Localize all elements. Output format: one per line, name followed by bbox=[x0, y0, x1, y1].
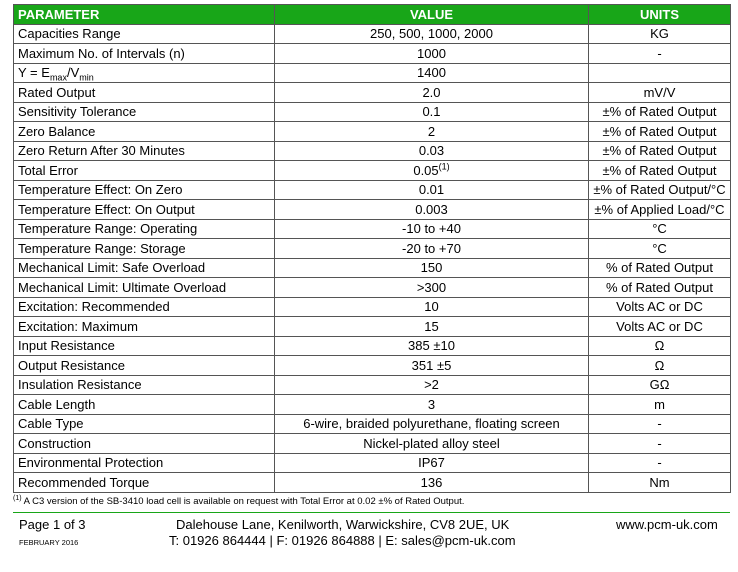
footnote-marker: (1) bbox=[13, 494, 22, 502]
value-cell: 6-wire, braided polyurethane, floating screen bbox=[275, 414, 589, 434]
table-row bbox=[14, 453, 731, 473]
company-website: www.pcm-uk.com bbox=[616, 517, 718, 532]
parameter-cell: Input Resistance bbox=[14, 336, 275, 356]
table-row bbox=[14, 102, 731, 122]
units-cell: ±% of Applied Load/°C bbox=[589, 200, 731, 220]
parameter-cell: Maximum No. of Intervals (n) bbox=[14, 44, 275, 64]
value-cell: 0.1 bbox=[275, 102, 589, 122]
table-row bbox=[14, 414, 731, 434]
value-cell: 2.0 bbox=[275, 83, 589, 103]
parameter-cell: Environmental Protection bbox=[14, 453, 275, 473]
parameter-cell: Zero Balance bbox=[14, 122, 275, 142]
parameter-cell: Recommended Torque bbox=[14, 473, 275, 493]
value-cell: 1400 bbox=[275, 63, 589, 83]
parameter-cell: Construction bbox=[14, 434, 275, 454]
table-row bbox=[14, 141, 731, 161]
value-cell: 0.01 bbox=[275, 180, 589, 200]
units-cell: % of Rated Output bbox=[589, 258, 731, 278]
units-cell: m bbox=[589, 395, 731, 415]
table-row bbox=[14, 83, 731, 103]
table-row bbox=[14, 63, 731, 83]
table-row bbox=[14, 297, 731, 317]
company-contact: T: 01926 864444 | F: 01926 864888 | E: sales@pcm-uk.com bbox=[169, 533, 516, 548]
parameter-cell: Cable Length bbox=[14, 395, 275, 415]
value-cell: >300 bbox=[275, 278, 589, 298]
parameter-cell: Zero Return After 30 Minutes bbox=[14, 141, 275, 161]
units-cell: Ω bbox=[589, 336, 731, 356]
parameter-cell: Excitation: Recommended bbox=[14, 297, 275, 317]
units-cell: ±% of Rated Output bbox=[589, 161, 731, 181]
value-cell: 1000 bbox=[275, 44, 589, 64]
units-cell: mV/V bbox=[589, 83, 731, 103]
value-cell: 0.003 bbox=[275, 200, 589, 220]
table-row bbox=[14, 161, 731, 181]
value-cell: -20 to +70 bbox=[275, 239, 589, 259]
table-row bbox=[14, 336, 731, 356]
parameter-cell: Excitation: Maximum bbox=[14, 317, 275, 337]
parameter-cell: Sensitivity Tolerance bbox=[14, 102, 275, 122]
units-cell: - bbox=[589, 414, 731, 434]
table-row bbox=[14, 24, 731, 44]
units-cell: Volts AC or DC bbox=[589, 297, 731, 317]
units-cell: - bbox=[589, 434, 731, 454]
footnote-text: A C3 version of the SB-3410 load cell is available on request with Total Error at 0.02 ±% of Rated Output. bbox=[21, 496, 465, 507]
value-cell: >2 bbox=[275, 375, 589, 395]
header-value: VALUE bbox=[275, 5, 589, 25]
value-cell: 250, 500, 1000, 2000 bbox=[275, 24, 589, 44]
parameter-cell: Rated Output bbox=[14, 83, 275, 103]
table-row bbox=[14, 317, 731, 337]
table-row bbox=[14, 473, 731, 493]
page-number: Page 1 of 3 bbox=[19, 517, 86, 532]
table-row bbox=[14, 434, 731, 454]
value-cell: 2 bbox=[275, 122, 589, 142]
units-cell: Volts AC or DC bbox=[589, 317, 731, 337]
specification-table bbox=[13, 4, 731, 493]
units-cell: Nm bbox=[589, 473, 731, 493]
table-row bbox=[14, 375, 731, 395]
value-cell: 10 bbox=[275, 297, 589, 317]
parameter-cell: Output Resistance bbox=[14, 356, 275, 376]
units-cell: ±% of Rated Output/°C bbox=[589, 180, 731, 200]
publication-date: FEBRUARY 2016 bbox=[19, 538, 79, 547]
value-cell: Nickel-plated alloy steel bbox=[275, 434, 589, 454]
value-cell: 150 bbox=[275, 258, 589, 278]
parameter-cell: Mechanical Limit: Ultimate Overload bbox=[14, 278, 275, 298]
header-parameter: PARAMETER bbox=[14, 5, 275, 25]
table-row bbox=[14, 180, 731, 200]
company-address: Dalehouse Lane, Kenilworth, Warwickshire, CV8 2UE, UK bbox=[176, 517, 510, 532]
value-cell: 0.05$^{(1)}$ bbox=[275, 161, 589, 181]
value-cell: 15 bbox=[275, 317, 589, 337]
value-cell: 351 ±5 bbox=[275, 356, 589, 376]
parameter-cell: Temperature Range: Operating bbox=[14, 219, 275, 239]
units-cell: ±% of Rated Output bbox=[589, 141, 731, 161]
units-cell: ±% of Rated Output bbox=[589, 122, 731, 142]
footer-divider bbox=[13, 512, 730, 513]
units-cell: ±% of Rated Output bbox=[589, 102, 731, 122]
table-row bbox=[14, 278, 731, 298]
table-row bbox=[14, 258, 731, 278]
units-cell: °C bbox=[589, 219, 731, 239]
parameter-cell: Temperature Range: Storage bbox=[14, 239, 275, 259]
units-cell: - bbox=[589, 453, 731, 473]
table-row bbox=[14, 395, 731, 415]
parameter-cell: Cable Type bbox=[14, 414, 275, 434]
value-cell: IP67 bbox=[275, 453, 589, 473]
units-cell: - bbox=[589, 44, 731, 64]
header-units: UNITS bbox=[589, 5, 731, 25]
value-cell: 3 bbox=[275, 395, 589, 415]
table-row bbox=[14, 200, 731, 220]
table-row bbox=[14, 219, 731, 239]
parameter-cell: Insulation Resistance bbox=[14, 375, 275, 395]
units-cell bbox=[589, 63, 731, 83]
value-cell: 385 ±10 bbox=[275, 336, 589, 356]
parameter-cell: $Y = E_{max}/V_{min}$ bbox=[14, 63, 275, 83]
table-row bbox=[14, 44, 731, 64]
value-cell: 136 bbox=[275, 473, 589, 493]
units-cell: % of Rated Output bbox=[589, 278, 731, 298]
footnote bbox=[13, 496, 464, 507]
parameter-cell: Total Error bbox=[14, 161, 275, 181]
value-cell: -10 to +40 bbox=[275, 219, 589, 239]
units-cell: KG bbox=[589, 24, 731, 44]
table-header-row bbox=[14, 5, 731, 25]
table-row bbox=[14, 239, 731, 259]
table-row bbox=[14, 356, 731, 376]
parameter-cell: Capacities Range bbox=[14, 24, 275, 44]
parameter-cell: Mechanical Limit: Safe Overload bbox=[14, 258, 275, 278]
parameter-cell: Temperature Effect: On Zero bbox=[14, 180, 275, 200]
table-row bbox=[14, 122, 731, 142]
units-cell: Ω bbox=[589, 356, 731, 376]
units-cell: °C bbox=[589, 239, 731, 259]
value-cell: 0.03 bbox=[275, 141, 589, 161]
units-cell: GΩ bbox=[589, 375, 731, 395]
parameter-cell: Temperature Effect: On Output bbox=[14, 200, 275, 220]
